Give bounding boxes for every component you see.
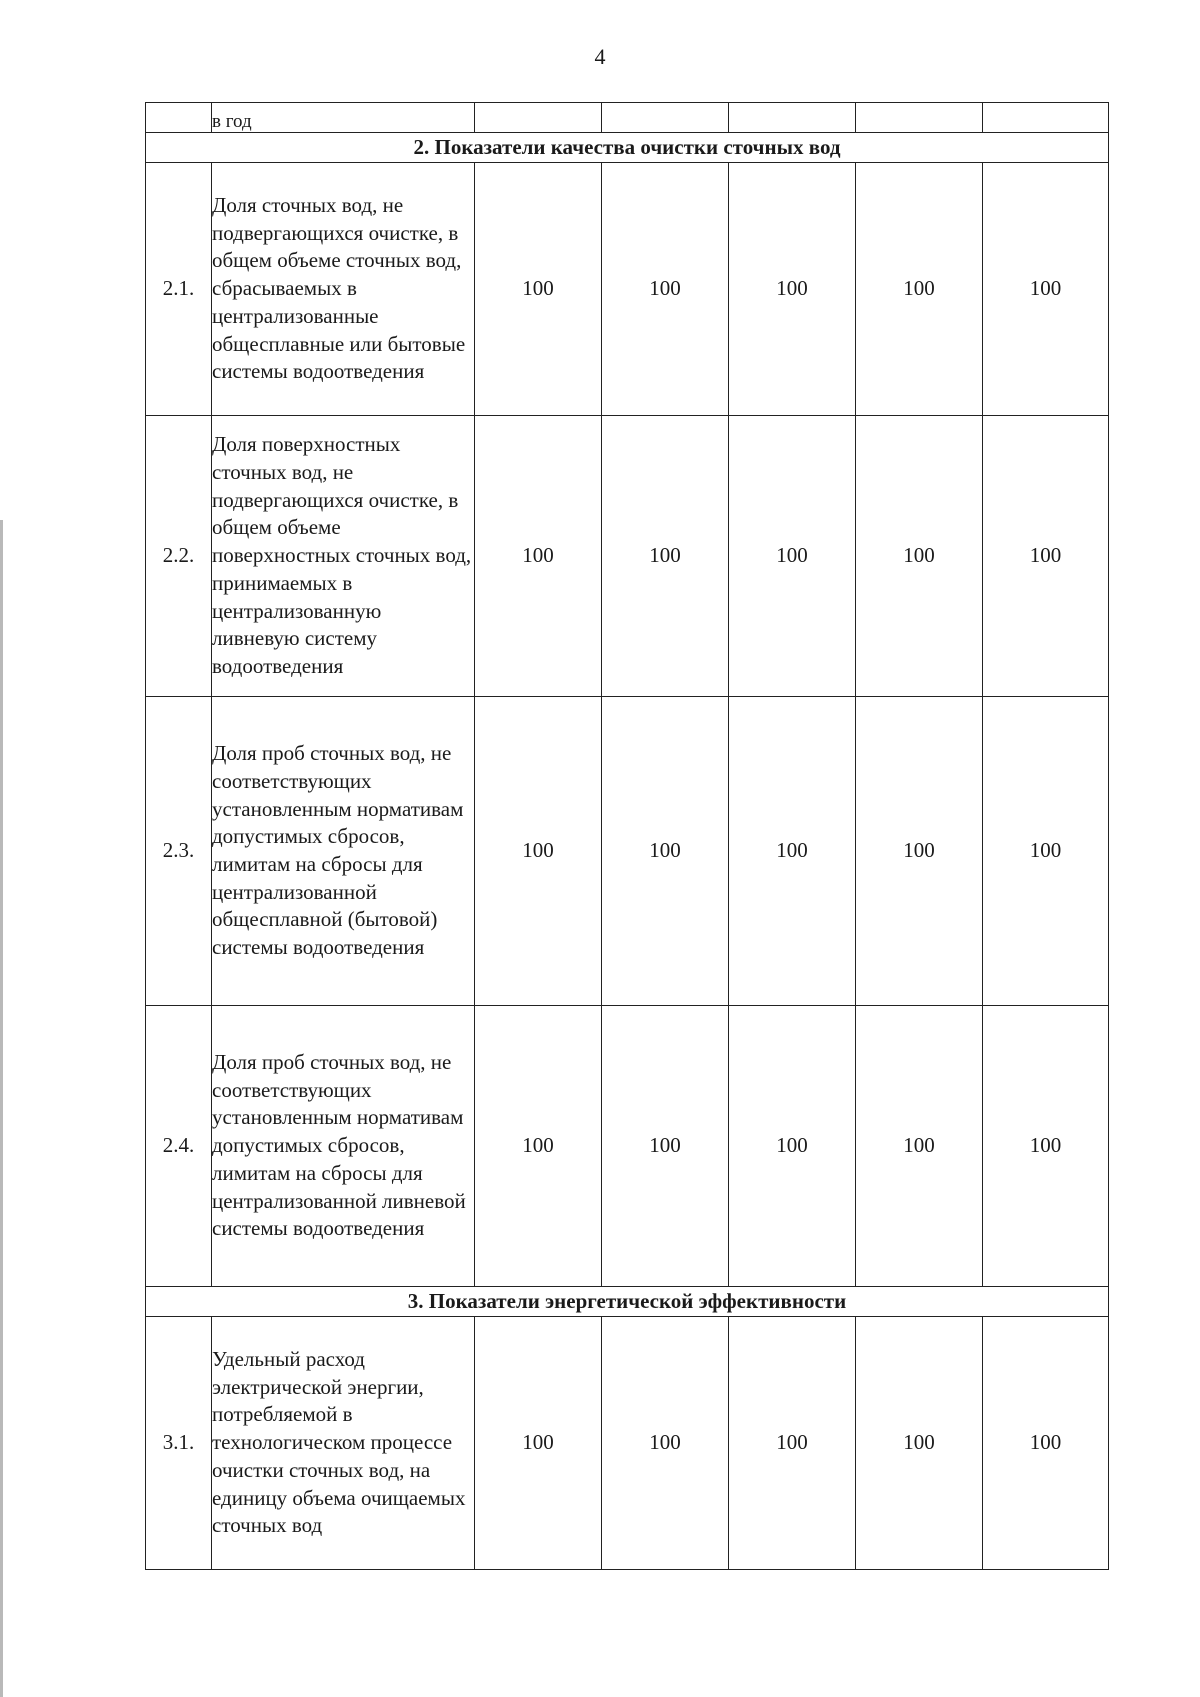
row-value: 100 [729, 163, 856, 416]
row-value: 100 [602, 416, 729, 697]
row-value: 100 [729, 697, 856, 1006]
section-header [146, 1287, 1109, 1317]
table-row [146, 416, 1109, 697]
row-value: 100 [602, 1006, 729, 1287]
cell-value [602, 103, 729, 133]
table-row [146, 1006, 1109, 1287]
row-value: 100 [856, 1006, 983, 1287]
indicators-table [145, 102, 1109, 1570]
section-title: 2. Показатели качества очистки сточных вод [146, 133, 1109, 163]
row-number: 3.1. [146, 1317, 212, 1570]
cell-desc: в год [212, 103, 475, 133]
row-value: 100 [983, 1006, 1109, 1287]
row-value: 100 [475, 416, 602, 697]
cell-value [729, 103, 856, 133]
row-value: 100 [983, 163, 1109, 416]
row-value: 100 [983, 416, 1109, 697]
row-value: 100 [856, 416, 983, 697]
row-description: Доля проб сточных вод, не соответствующих установленным нормативам допустимых сбросов, лимитам на сбросы для централизованной ливневой системы водоотведения [212, 1006, 475, 1287]
row-number: 2.3. [146, 697, 212, 1006]
row-value: 100 [729, 1006, 856, 1287]
row-number: 2.1. [146, 163, 212, 416]
row-value: 100 [729, 1317, 856, 1570]
row-description: Доля проб сточных вод, не соответствующих установленным нормативам допустимых сбросов, лимитам на сбросы для централизованной общесплавной (бытовой) системы водоотведения [212, 697, 475, 1006]
row-value: 100 [475, 1006, 602, 1287]
row-description: Доля поверхностных сточных вод, не подвергающихся очистке, в общем объеме поверхностных сточных вод, принимаемых в централизованную ливневую систему водоотведения [212, 416, 475, 697]
row-value: 100 [983, 697, 1109, 1006]
row-value: 100 [856, 697, 983, 1006]
row-value: 100 [602, 163, 729, 416]
row-value: 100 [983, 1317, 1109, 1570]
row-value: 100 [475, 163, 602, 416]
row-number: 2.4. [146, 1006, 212, 1287]
cell-value [856, 103, 983, 133]
section-title: 3. Показатели энергетической эффективности [146, 1287, 1109, 1317]
table-row [146, 697, 1109, 1006]
row-value: 100 [856, 163, 983, 416]
row-description: Удельный расход электрической энергии, потребляемой в технологическом процессе очистки сточных вод, на единицу объема очищаемых сточных вод [212, 1317, 475, 1570]
table-row-continuation [146, 103, 1109, 133]
cell-num [146, 103, 212, 133]
row-value: 100 [729, 416, 856, 697]
cell-value [983, 103, 1109, 133]
row-value: 100 [602, 697, 729, 1006]
row-value: 100 [475, 697, 602, 1006]
section-header [146, 133, 1109, 163]
row-description: Доля сточных вод, не подвергающихся очистке, в общем объеме сточных вод, сбрасываемых в централизованные общесплавные или бытовые системы водоотведения [212, 163, 475, 416]
row-value: 100 [475, 1317, 602, 1570]
row-value: 100 [856, 1317, 983, 1570]
cell-value [475, 103, 602, 133]
row-number: 2.2. [146, 416, 212, 697]
table-row [146, 163, 1109, 416]
page-number: 4 [594, 44, 606, 69]
table-row [146, 1317, 1109, 1570]
row-value: 100 [602, 1317, 729, 1570]
scan-edge-shadow [0, 520, 3, 1697]
